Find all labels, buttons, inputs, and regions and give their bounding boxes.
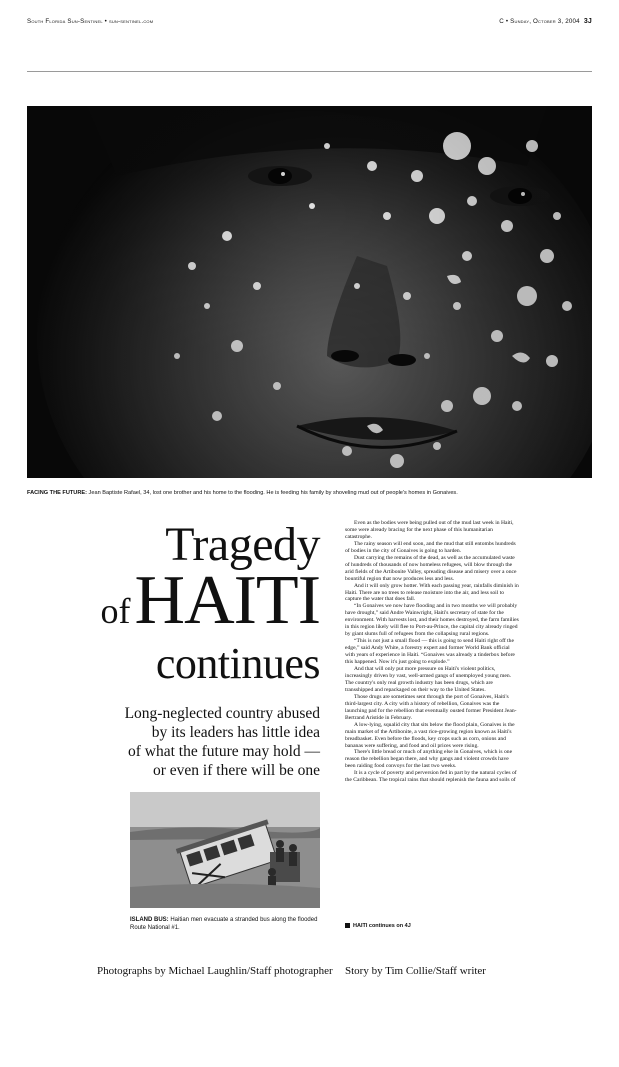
story-paragraph: Those drugs are sometimes sent through the port of Gonaives, Haiti's third-largest city. A city with a history of rebellion, Gonaives was the launching pad for the rebellion that eventually ousted former President Jean-Bertrand Aristide in February. <box>345 693 517 721</box>
page-header <box>27 18 592 32</box>
inset-caption <box>130 916 325 932</box>
story-paragraph: A low-lying, squalid city that sits below the flood plain, Gonaives is the main market of the Artibonite, a vast rice-growing region known as Haiti's breadbasket. Even before the floods, key crops such as corn, onions and bananas were suffering, and food and oil prices were rising. <box>345 721 515 749</box>
headline-haiti: HAITI <box>134 562 320 639</box>
story-paragraph: “In Gonaives we now have flooding and in two months we will probably have drought,” said Andre Wainwright, Haiti's secretary of state for the environment. With harvests lost, and their homes destroyed, the farm families in this region likely will flee to Port-au-Prince, the capital city already ringed by giant slums full of refugees from the collapsing rural regions. <box>345 603 519 638</box>
deck-subhead <box>110 704 320 780</box>
story-paragraph: And it will only grow hotter. With each passing year, rainfalls diminish in Haiti. There are no trees to release moisture into the air, and less soil to capture the water that does fall. <box>345 582 519 603</box>
hero-caption <box>27 490 592 497</box>
story-credit: Story by Tim Collie/Staff writer <box>345 965 486 977</box>
deck-line: or even if there will be one <box>153 762 320 779</box>
jump-line[interactable] <box>345 923 411 929</box>
inset-photo <box>130 792 320 908</box>
jump-text: HAITI continues on 4J <box>353 923 411 929</box>
story-paragraph: Even as the bodies were being pulled out of the mud last week in Haiti, some were already bracing for the next phase of this humanitarian catastrophe. <box>345 520 514 540</box>
inset-photo-image <box>130 792 320 908</box>
header-rule <box>27 71 592 72</box>
deck-line: Long-neglected country abused <box>124 705 320 722</box>
story-paragraph: There's little bread or much of anything else in Gonaives, which is one reason the rebellion began there, and why gangs and violent crowds have been raiding food convoys for the last two weeks. <box>345 749 513 770</box>
story-paragraph: Dust carrying the remains of the dead, as well as the accumulated waste of hundreds of thousands of now homeless refugees, will blow through the arid fields of the Artibonite Valley, spreading disease and misery over a once bountiful region that now produces less and less. <box>345 554 517 582</box>
story-paragraph: “This is not just a small flood — this is going to send Haiti right off the edge,” said Andy White, a forestry expert and former World Bank official with years of experience in Haiti. “Gonaives was already a tinderbox before this happened. Now it's just going to explode.” <box>345 638 515 666</box>
story-paragraph: And that will only put more pressure on Haiti's violent politics, increasingly driven by vast, well-armed gangs of unemployed young men. The country's only real growth industry has been drugs, which are transshipped and repackaged on their way to the United States. <box>345 666 512 693</box>
headline-line-3: continues <box>155 639 320 688</box>
headline-line-1: Tragedy <box>165 518 320 571</box>
deck-line: by its leaders has little idea <box>151 724 320 741</box>
header-publication: South Florida Sun-Sentinel • sun-sentinel.com <box>27 18 154 25</box>
header-date <box>499 18 592 25</box>
header-date-text: C • Sunday, October 3, 2004 <box>499 18 580 25</box>
hero-caption-label: FACING THE FUTURE: <box>27 490 87 496</box>
deck-line: of what the future may hold — <box>128 743 320 760</box>
photo-credit: Photographs by Michael Laughlin/Staff photographer <box>97 965 333 977</box>
story-paragraph: It is a cycle of poverty and perversion fed in part by the natural cycles of the Caribbean. The tropical rains that should replenish the fauna and soils of <box>345 770 517 784</box>
hero-caption-text: Jean Baptiste Rafael, 34, lost one brother and his home to the flooding. He is feeding his family by shoveling mud out of people's homes in Gonaives. <box>88 490 458 496</box>
story-column <box>345 520 519 784</box>
page-number: 3J <box>583 18 592 25</box>
inset-caption-label: ISLAND BUS: <box>130 917 169 923</box>
hero-photo-image <box>27 106 592 478</box>
hero-photo <box>27 106 592 478</box>
story-paragraph: The rainy season will end soon, and the mud that still entombs hundreds of bodies in the city of Gonaives is going to harden. <box>345 540 516 554</box>
headline-of: of <box>100 591 131 631</box>
inset-caption-text: Haitian men evacuate a stranded bus along the flooded Route National #1. <box>130 917 318 931</box>
jump-square-icon <box>345 923 350 928</box>
